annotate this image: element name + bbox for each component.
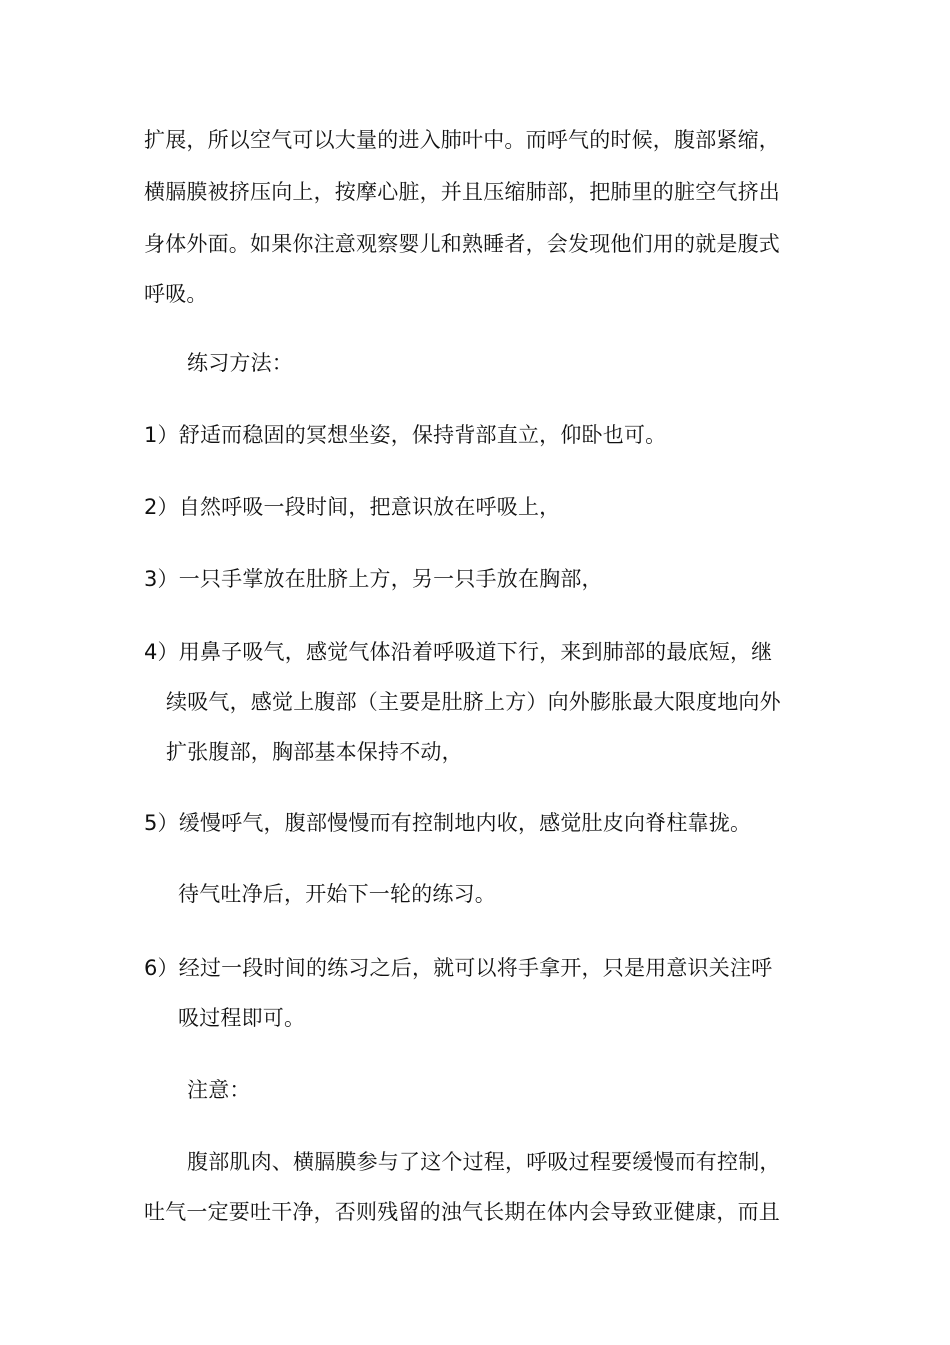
step-4-line: 续吸气，感觉上腹部（主要是肚脐上方）向外膨胀最大限度地向外 <box>166 690 781 714</box>
step-5-line: 5）缓慢呼气，腹部慢慢而有控制地内收，感觉肚皮向脊柱靠拢。 <box>144 811 752 835</box>
step-1-line: 1）舒适而稳固的冥想坐姿，保持背部直立，仰卧也可。 <box>144 423 667 447</box>
intro-line: 扩展，所以空气可以大量的进入肺叶中。而呼气的时候，腹部紧缩， <box>144 128 780 152</box>
step-6-line: 吸过程即可。 <box>178 1006 306 1030</box>
step-6-line: 6）经过一段时间的练习之后，就可以将手拿开，只是用意识关注呼 <box>144 956 773 980</box>
step-4-line: 4）用鼻子吸气，感觉气体沿着呼吸道下行，来到肺部的最底短，继 <box>144 640 773 664</box>
note-line: 腹部肌肉、横膈膜参与了这个过程，呼吸过程要缓慢而有控制， <box>187 1150 781 1174</box>
step-5-line: 待气吐净后，开始下一轮的练习。 <box>178 882 496 906</box>
step-2-line: 2）自然呼吸一段时间，把意识放在呼吸上， <box>144 495 561 519</box>
note-line: 吐气一定要吐干净，否则残留的浊气长期在体内会导致亚健康，而且 <box>144 1200 780 1224</box>
intro-line: 横膈膜被挤压向上，按摩心脏，并且压缩肺部，把肺里的脏空气挤出 <box>144 180 780 204</box>
method-heading: 练习方法： <box>187 351 293 375</box>
step-3-line: 3）一只手掌放在肚脐上方，另一只手放在胸部， <box>144 567 603 591</box>
step-4-line: 扩张腹部，胸部基本保持不动， <box>166 740 463 764</box>
note-heading: 注意： <box>187 1078 251 1102</box>
intro-line: 身体外面。如果你注意观察婴儿和熟睡者，会发现他们用的就是腹式 <box>144 232 780 256</box>
intro-line: 呼吸。 <box>144 282 208 306</box>
